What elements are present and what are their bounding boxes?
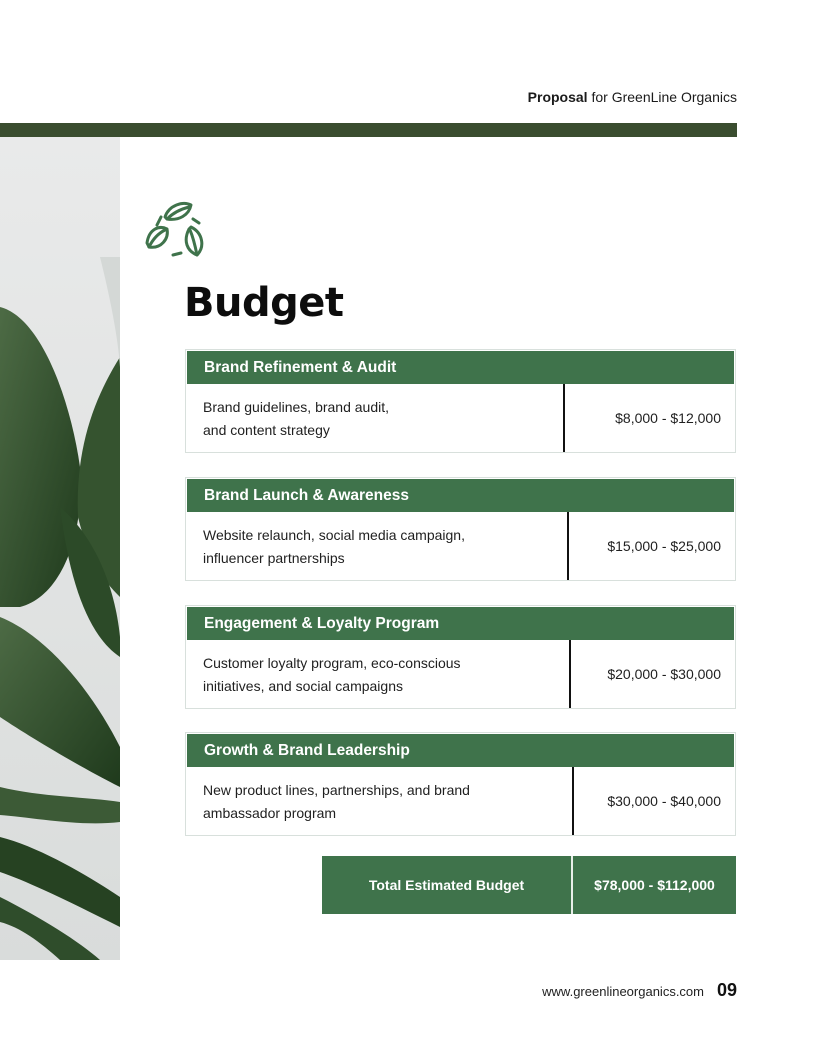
budget-item-description xyxy=(186,640,571,708)
description-line: Website relaunch, social media campaign, xyxy=(203,527,465,543)
budget-item-description xyxy=(186,512,569,580)
budget-item-title: Growth & Brand Leadership xyxy=(187,734,734,767)
budget-item-range: $15,000 - $25,000 xyxy=(607,538,721,554)
budget-item-growth-leadership xyxy=(185,732,736,836)
proposal-for-text: for GreenLine Organics xyxy=(591,89,737,105)
budget-item-description xyxy=(186,384,565,452)
budget-item-range: $30,000 - $40,000 xyxy=(607,793,721,809)
total-budget-row xyxy=(322,856,736,914)
header-accent-bar xyxy=(0,123,737,137)
budget-item-title: Brand Refinement & Audit xyxy=(187,351,734,384)
description-line: and content strategy xyxy=(203,422,330,438)
recycle-leaves-icon xyxy=(143,197,207,261)
budget-item-brand-launch xyxy=(185,477,736,581)
page-number: 09 xyxy=(716,980,737,1000)
description-line: influencer partnerships xyxy=(203,550,345,566)
budget-item-brand-refinement xyxy=(185,349,736,453)
description-line: Customer loyalty program, eco-conscious xyxy=(203,655,461,671)
header-proposal-title xyxy=(528,89,737,105)
budget-item-range: $8,000 - $12,000 xyxy=(615,410,721,426)
description-line: New product lines, partnerships, and brand xyxy=(203,782,470,798)
budget-item-title: Brand Launch & Awareness xyxy=(187,479,734,512)
page-title: Budget xyxy=(184,280,344,326)
plant-photo xyxy=(0,137,120,960)
total-budget-value: $78,000 - $112,000 xyxy=(594,877,715,893)
total-budget-label: Total Estimated Budget xyxy=(322,856,573,914)
budget-item-engagement-loyalty xyxy=(185,605,736,709)
budget-item-title: Engagement & Loyalty Program xyxy=(187,607,734,640)
description-line: Brand guidelines, brand audit, xyxy=(203,399,390,415)
description-line: initiatives, and social campaigns xyxy=(203,678,403,694)
budget-item-range: $20,000 - $30,000 xyxy=(607,666,721,682)
footer-website-url: www.greenlineorganics.com xyxy=(542,984,704,999)
proposal-label: Proposal xyxy=(527,89,588,105)
budget-item-description xyxy=(186,767,574,835)
description-line: ambassador program xyxy=(203,805,337,821)
